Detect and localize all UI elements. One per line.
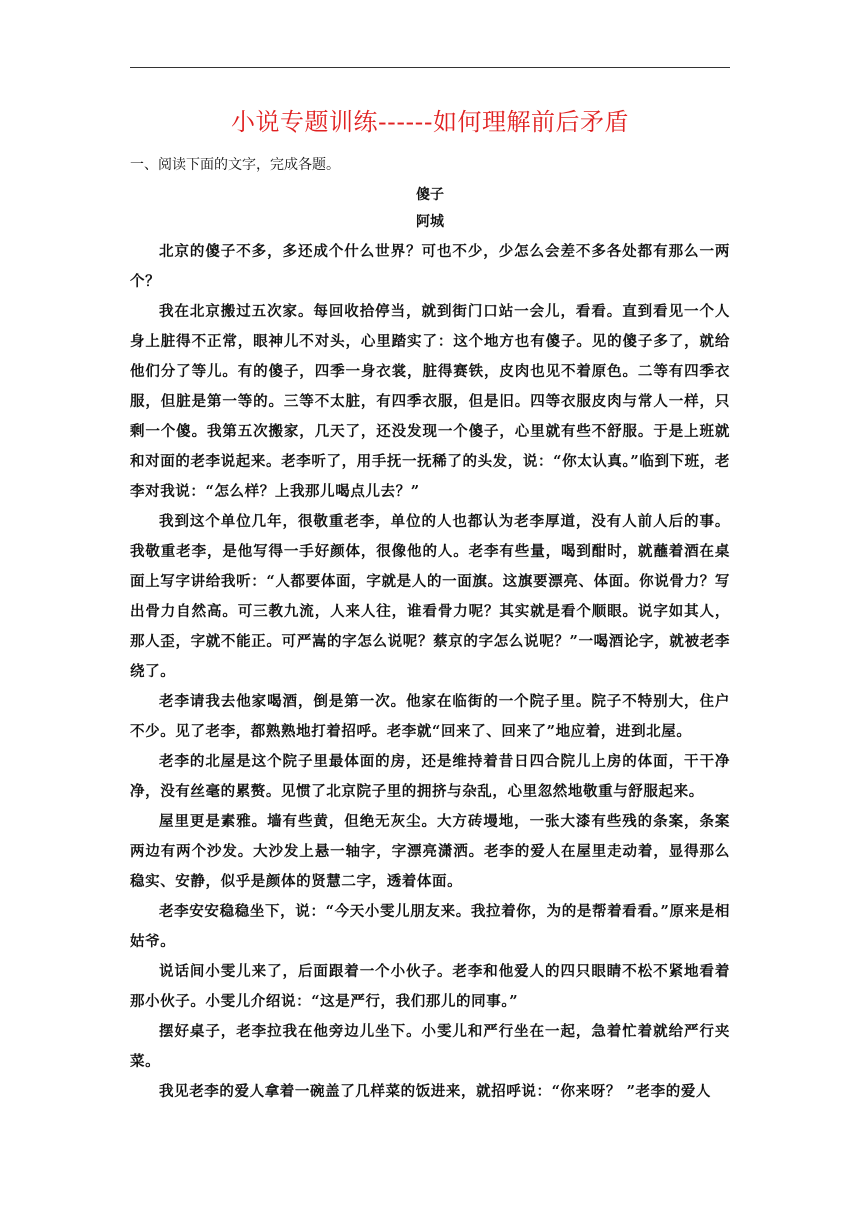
paragraph: 摆好桌子，老李拉我在他旁边儿坐下。小雯儿和严行坐在一起，急着忙着就给严行夹菜。	[130, 1023, 730, 1070]
paragraph: 屋里更是素雅。墙有些黄，但绝无灰尘。大方砖墁地，一张大漆有些残的条案，条案两边有两个沙发。大沙发上悬一轴字，字漂亮潇洒。老李的爱人在屋里走动着，显得那么稳实、安静，似乎是颜体的贤慧二字，透着体面。	[130, 813, 730, 890]
document-page	[130, 0, 730, 1216]
paragraph: 老李的北屋是这个院子里最体面的房，还是维持着昔日四合院儿上房的体面，干干净净，没有丝毫的累赘。见惯了北京院子里的拥挤与杂乱，心里忽然地敬重与舒服起来。	[130, 753, 730, 800]
story-author: 阿城	[416, 214, 444, 230]
paragraph: 老李安安稳稳坐下，说：“今天小雯儿朋友来。我拉着你，为的是帮着看看。”原来是相姑爷。	[130, 903, 730, 950]
story-title: 傻子	[416, 187, 444, 203]
story-body	[130, 237, 730, 1107]
document-title: 小说专题训练------如何理解前后矛盾	[231, 108, 629, 136]
paragraph: 我在北京搬过五次家。每回收拾停当，就到街门口站一会儿，看看。直到看见一个人身上脏得不正常，眼神儿不对头，心里踏实了：这个地方也有傻子。见的傻子多了，就给他们分了等儿。有的傻子，四季一身衣裳，脏得赛铁，皮肉也见不着原色。二等有四季衣服，但脏是第一等的。三等不太脏，有四季衣服，但是旧。四等衣服皮肉与常人一样，只剩一个傻。我第五次搬家，几天了，还没发现一个傻子，心里就有些不舒服。于是上班就和对面的老李说起来。老李听了，用手抚一抚稀了的头发，说：“你太认真。”临到下班，老李对我说：“怎么样？上我那儿喝点儿去？”	[130, 303, 730, 500]
question-instruction: 一、阅读下面的文字，完成各题。	[130, 157, 340, 173]
paragraph: 我见老李的爱人拿着一碗盖了几样菜的饭进来，就招呼说：“你来呀？ ”老李的爱人	[159, 1083, 712, 1100]
paragraph: 我到这个单位几年，很敬重老李，单位的人也都认为老李厚道，没有人前人后的事。我敬重老李，是他写得一手好颜体，很像他的人。老李有些量，喝到酣时，就蘸着酒在桌面上写字讲给我听：“人都要体面，字就是人的一面旗。这旗要漂亮、体面。你说骨力？写出骨力自然高。可三教九流，人来人往，谁看骨力呢？其实就是看个顺眼。说字如其人，那人歪，字就不能正。可严嵩的字怎么说呢？蔡京的字怎么说呢？”一喝酒论字，就被老李绕了。	[130, 513, 730, 680]
header-rule	[130, 67, 730, 68]
paragraph: 北京的傻子不多，多还成个什么世界？可也不少，少怎么会差不多各处都有那么一两个？	[130, 243, 730, 290]
paragraph: 说话间小雯儿来了，后面跟着一个小伙子。老李和他爱人的四只眼睛不松不紧地看着那小伙子。小雯儿介绍说：“这是严行，我们那儿的同事。”	[130, 963, 730, 1010]
paragraph: 老李请我去他家喝酒，倒是第一次。他家在临街的一个院子里。院子不特别大，住户不少。见了老李，都熟熟地打着招呼。老李就“回来了、回来了”地应着，进到北屋。	[130, 693, 730, 740]
